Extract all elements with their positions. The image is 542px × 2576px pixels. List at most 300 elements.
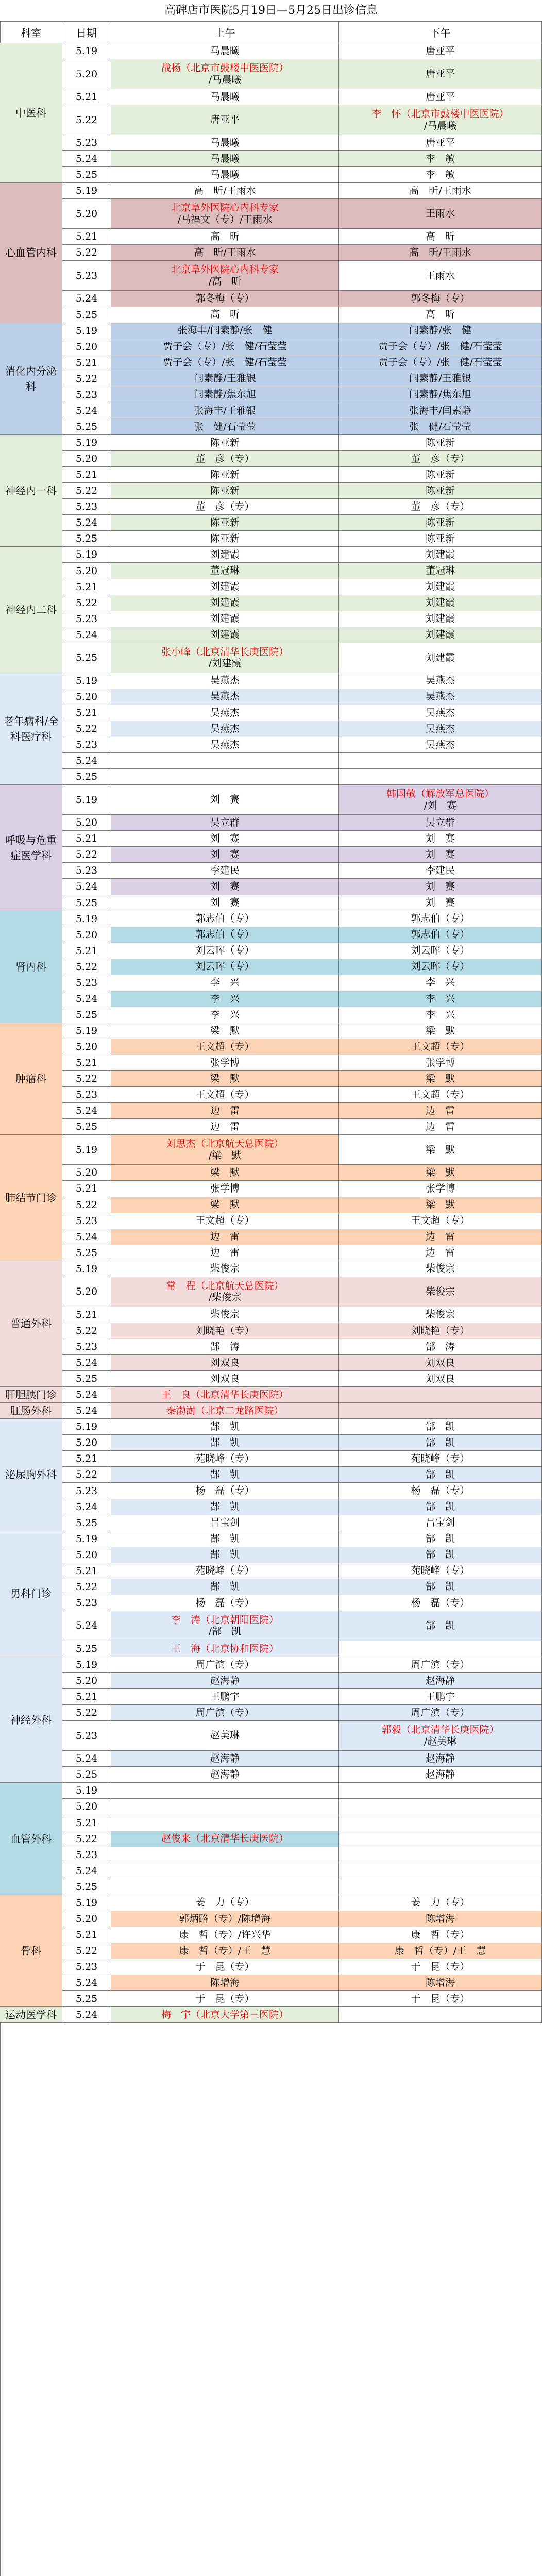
morning-slot[interactable] (111, 1959, 339, 1975)
afternoon-slot[interactable] (339, 975, 542, 991)
morning-slot[interactable] (111, 499, 339, 515)
afternoon-slot[interactable] (339, 1991, 542, 2007)
afternoon-slot[interactable] (339, 1895, 542, 1911)
doctor-name: 马晨曦 (210, 91, 240, 103)
afternoon-slot[interactable] (339, 1799, 542, 1815)
morning-slot[interactable] (111, 959, 339, 975)
afternoon-slot[interactable] (339, 403, 542, 419)
morning-slot[interactable] (111, 1991, 339, 2007)
afternoon-slot[interactable] (339, 1959, 542, 1975)
afternoon-slot[interactable] (339, 245, 542, 261)
afternoon-slot[interactable] (339, 1911, 542, 1927)
afternoon-slot[interactable] (339, 1403, 542, 1419)
morning-slot[interactable] (111, 1371, 339, 1387)
afternoon-slot[interactable] (339, 1751, 542, 1767)
morning-slot[interactable] (111, 151, 339, 167)
morning-slot[interactable] (111, 785, 339, 815)
afternoon-slot[interactable] (339, 895, 542, 911)
afternoon-slot[interactable] (339, 1323, 542, 1339)
afternoon-slot[interactable] (339, 167, 542, 183)
doctor-name: 刘双良 (210, 1357, 240, 1368)
morning-slot[interactable] (111, 879, 339, 895)
morning-slot[interactable] (111, 643, 339, 673)
afternoon-slot[interactable] (339, 59, 542, 89)
morning-slot[interactable] (111, 1277, 339, 1307)
doctor-name: 边 雷 (425, 1120, 455, 1132)
morning-slot[interactable] (111, 59, 339, 89)
afternoon-slot[interactable] (339, 737, 542, 753)
morning-slot[interactable] (111, 611, 339, 627)
morning-slot[interactable] (111, 183, 339, 199)
doctor-name: 郜 凯 (425, 1533, 455, 1545)
morning-slot[interactable] (111, 1467, 339, 1483)
morning-slot[interactable] (111, 323, 339, 339)
afternoon-slot[interactable] (339, 673, 542, 689)
morning-slot[interactable] (111, 847, 339, 863)
afternoon-slot[interactable] (339, 879, 542, 895)
afternoon-slot[interactable] (339, 815, 542, 831)
afternoon-slot[interactable] (339, 1705, 542, 1721)
afternoon-slot[interactable] (339, 199, 542, 229)
morning-slot[interactable] (111, 721, 339, 737)
morning-slot[interactable] (111, 1387, 339, 1403)
afternoon-slot[interactable] (339, 1229, 542, 1245)
doctor-name: 李建民 (425, 865, 455, 877)
morning-slot[interactable] (111, 579, 339, 595)
morning-slot[interactable] (111, 927, 339, 943)
afternoon-slot[interactable] (339, 785, 542, 815)
morning-slot[interactable] (111, 135, 339, 151)
doctor-name: 郜 凯 (210, 1533, 240, 1545)
doctor-name: 陈亚新 (425, 469, 455, 480)
afternoon-slot[interactable] (339, 2007, 542, 2023)
morning-slot[interactable] (111, 1307, 339, 1323)
afternoon-slot[interactable] (339, 1975, 542, 1991)
morning-slot[interactable] (111, 1975, 339, 1991)
doctor-name: 刘 赛 (210, 881, 240, 893)
morning-slot[interactable] (111, 1831, 339, 1847)
afternoon-slot[interactable] (339, 579, 542, 595)
morning-slot[interactable] (111, 1229, 339, 1245)
doctor-name: 边 雷 (425, 1231, 455, 1243)
afternoon-slot[interactable] (339, 705, 542, 721)
morning-slot[interactable] (111, 1039, 339, 1055)
doctor-name: 李 兴 (210, 1009, 240, 1021)
afternoon-slot[interactable] (339, 927, 542, 943)
morning-slot[interactable] (111, 1515, 339, 1531)
afternoon-slot[interactable] (339, 323, 542, 339)
doctor-name: 陈亚新 (210, 516, 240, 528)
morning-slot[interactable] (111, 1863, 339, 1879)
morning-slot[interactable] (111, 451, 339, 467)
afternoon-slot[interactable] (339, 1371, 542, 1387)
morning-slot[interactable] (111, 547, 339, 563)
morning-slot[interactable] (111, 419, 339, 435)
doctor-name: 李 兴 (425, 977, 455, 989)
morning-slot[interactable] (111, 563, 339, 579)
morning-slot[interactable] (111, 1245, 339, 1261)
doctor-name: 郭炳路（专）/陈增海 (179, 1913, 271, 1925)
afternoon-slot[interactable] (339, 1039, 542, 1055)
date-cell: 5.21 (62, 1451, 111, 1467)
date-cell: 5.19 (62, 1419, 111, 1435)
afternoon-slot[interactable] (339, 627, 542, 643)
date-cell: 5.22 (62, 1071, 111, 1087)
department-name: 泌尿胸外科 (5, 1468, 57, 1481)
afternoon-slot[interactable] (339, 1847, 542, 1863)
afternoon-slot[interactable] (339, 1641, 542, 1657)
morning-slot[interactable] (111, 689, 339, 705)
date-cell: 5.22 (62, 1323, 111, 1339)
afternoon-slot[interactable] (339, 531, 542, 547)
doctor-name: 苑晓峰（专） (195, 1565, 255, 1577)
department-zhongliu (0, 1023, 62, 1135)
doctor-name: 张海丰/闫素静 (409, 405, 471, 416)
afternoon-slot[interactable] (339, 1087, 542, 1103)
department-name: 老年病科/全科医疗科 (3, 715, 59, 743)
afternoon-slot[interactable] (339, 1119, 542, 1135)
morning-slot[interactable] (111, 339, 339, 355)
morning-slot[interactable] (111, 1197, 339, 1213)
afternoon-slot[interactable] (339, 183, 542, 199)
afternoon-slot[interactable] (339, 911, 542, 927)
morning-slot[interactable] (111, 1783, 339, 1799)
doctor-name: /刘 赛 (424, 799, 457, 811)
morning-slot[interactable] (111, 673, 339, 689)
morning-slot[interactable] (111, 1213, 339, 1229)
doctor-name: 王文超（专） (411, 1041, 470, 1052)
afternoon-slot[interactable] (339, 1355, 542, 1371)
doctor-name: 唐亚平 (425, 68, 455, 80)
morning-slot[interactable] (111, 1705, 339, 1721)
morning-slot[interactable] (111, 387, 339, 403)
date-cell: 5.21 (62, 355, 111, 371)
afternoon-slot[interactable] (339, 611, 542, 627)
afternoon-slot[interactable] (339, 1467, 542, 1483)
morning-slot[interactable] (111, 1531, 339, 1547)
doctor-name: 刘 赛 (425, 881, 455, 893)
afternoon-slot[interactable] (339, 595, 542, 611)
doctor-name: 周广滨（专） (411, 1707, 470, 1718)
afternoon-slot[interactable] (339, 499, 542, 515)
morning-slot[interactable] (111, 1181, 339, 1197)
afternoon-slot[interactable] (339, 515, 542, 531)
doctor-name: 李建民 (210, 865, 240, 877)
date-cell: 5.22 (62, 371, 111, 387)
visiting-expert-name: 战杨（北京市鼓楼中医医院） (161, 62, 289, 74)
morning-slot[interactable] (111, 815, 339, 831)
morning-slot[interactable] (111, 1751, 339, 1767)
morning-slot[interactable] (111, 467, 339, 483)
morning-slot[interactable] (111, 1451, 339, 1467)
header-date: 日期 (62, 21, 111, 43)
morning-slot[interactable] (111, 1419, 339, 1435)
afternoon-slot[interactable] (339, 1515, 542, 1531)
morning-slot[interactable] (111, 1673, 339, 1689)
afternoon-slot[interactable] (339, 1673, 542, 1689)
doctor-name: 张 健/石莹莹 (194, 421, 256, 432)
afternoon-slot[interactable] (339, 451, 542, 467)
afternoon-slot[interactable] (339, 229, 542, 245)
afternoon-slot[interactable] (339, 847, 542, 863)
afternoon-slot[interactable] (339, 387, 542, 403)
morning-slot[interactable] (111, 627, 339, 643)
afternoon-slot[interactable] (339, 689, 542, 705)
morning-slot[interactable] (111, 1023, 339, 1039)
date-cell: 5.22 (62, 959, 111, 975)
afternoon-slot[interactable] (339, 291, 542, 307)
afternoon-slot[interactable] (339, 1783, 542, 1799)
morning-slot[interactable] (111, 1815, 339, 1831)
date-cell: 5.19 (62, 1657, 111, 1673)
morning-slot[interactable] (111, 167, 339, 183)
afternoon-slot[interactable] (339, 1277, 542, 1307)
afternoon-slot[interactable] (339, 105, 542, 135)
afternoon-slot[interactable] (339, 1387, 542, 1403)
afternoon-slot[interactable] (339, 1611, 542, 1641)
date-cell: 5.25 (62, 1879, 111, 1895)
morning-slot[interactable] (111, 1579, 339, 1595)
morning-slot[interactable] (111, 355, 339, 371)
morning-slot[interactable] (111, 245, 339, 261)
morning-slot[interactable] (111, 371, 339, 387)
morning-slot[interactable] (111, 1595, 339, 1611)
date-cell: 5.23 (62, 387, 111, 403)
morning-slot[interactable] (111, 737, 339, 753)
afternoon-slot[interactable] (339, 1547, 542, 1563)
morning-slot[interactable] (111, 1007, 339, 1023)
morning-slot[interactable] (111, 1435, 339, 1451)
department-name: 肿瘤科 (15, 1073, 46, 1085)
afternoon-slot[interactable] (339, 1563, 542, 1579)
afternoon-slot[interactable] (339, 1831, 542, 1847)
afternoon-slot[interactable] (339, 643, 542, 673)
afternoon-slot[interactable] (339, 43, 542, 59)
morning-slot[interactable] (111, 1943, 339, 1959)
afternoon-slot[interactable] (339, 1815, 542, 1831)
doctor-name: 郜 凯 (210, 1549, 240, 1561)
afternoon-slot[interactable] (339, 435, 542, 451)
afternoon-slot[interactable] (339, 1579, 542, 1595)
afternoon-slot[interactable] (339, 1165, 542, 1181)
morning-slot[interactable] (111, 261, 339, 291)
morning-slot[interactable] (111, 975, 339, 991)
morning-slot[interactable] (111, 1071, 339, 1087)
afternoon-slot[interactable] (339, 1071, 542, 1087)
doctor-name: 柴俊宗 (425, 1285, 455, 1297)
afternoon-slot[interactable] (339, 1007, 542, 1023)
morning-slot[interactable] (111, 1355, 339, 1371)
afternoon-slot[interactable] (339, 721, 542, 737)
afternoon-slot[interactable] (339, 1197, 542, 1213)
morning-slot[interactable] (111, 895, 339, 911)
morning-slot[interactable] (111, 89, 339, 105)
afternoon-slot[interactable] (339, 1245, 542, 1261)
afternoon-slot[interactable] (339, 135, 542, 151)
doctor-name: 吴燕杰 (210, 739, 240, 750)
doctor-name: 刘云晖（专） (411, 945, 470, 957)
afternoon-slot[interactable] (339, 1879, 542, 1895)
afternoon-slot[interactable] (339, 959, 542, 975)
morning-slot[interactable] (111, 291, 339, 307)
morning-slot[interactable] (111, 1799, 339, 1815)
morning-slot[interactable] (111, 1403, 339, 1419)
morning-slot[interactable] (111, 1911, 339, 1927)
morning-slot[interactable] (111, 105, 339, 135)
morning-slot[interactable] (111, 1483, 339, 1499)
morning-slot[interactable] (111, 1135, 339, 1165)
morning-slot[interactable] (111, 43, 339, 59)
afternoon-slot[interactable] (339, 831, 542, 847)
morning-slot[interactable] (111, 831, 339, 847)
morning-slot[interactable] (111, 1895, 339, 1911)
date-cell: 5.19 (62, 43, 111, 59)
morning-slot[interactable] (111, 1657, 339, 1673)
doctor-name: 郜 凯 (425, 1581, 455, 1593)
morning-slot[interactable] (111, 1165, 339, 1181)
morning-slot[interactable] (111, 1087, 339, 1103)
morning-slot[interactable] (111, 1119, 339, 1135)
morning-slot[interactable] (111, 229, 339, 245)
doctor-name: 唐亚平 (425, 45, 455, 57)
morning-slot[interactable] (111, 2007, 339, 2023)
afternoon-slot[interactable] (339, 419, 542, 435)
morning-slot[interactable] (111, 1103, 339, 1119)
date-cell: 5.24 (62, 1403, 111, 1419)
afternoon-slot[interactable] (339, 991, 542, 1007)
doctor-name: 闫素静/焦东旭 (409, 389, 471, 400)
afternoon-slot[interactable] (339, 1927, 542, 1943)
afternoon-slot[interactable] (339, 1767, 542, 1783)
doctor-name: 梁 默 (210, 1073, 240, 1084)
afternoon-slot[interactable] (339, 863, 542, 879)
doctor-name: 陈亚新 (425, 484, 455, 496)
morning-slot[interactable] (111, 1689, 339, 1705)
afternoon-slot[interactable] (339, 1261, 542, 1277)
afternoon-slot[interactable] (339, 1135, 542, 1165)
visiting-expert-name: 王 海（北京协和医院） (171, 1643, 279, 1654)
morning-slot[interactable] (111, 1547, 339, 1563)
doctor-name: 梁 默 (425, 1073, 455, 1084)
morning-slot[interactable] (111, 1563, 339, 1579)
date-cell: 5.24 (62, 1499, 111, 1515)
afternoon-slot[interactable] (339, 1339, 542, 1355)
morning-slot[interactable] (111, 515, 339, 531)
afternoon-slot[interactable] (339, 483, 542, 499)
morning-slot[interactable] (111, 1879, 339, 1895)
afternoon-slot[interactable] (339, 339, 542, 355)
morning-slot[interactable] (111, 1339, 339, 1355)
afternoon-slot[interactable] (339, 467, 542, 483)
afternoon-slot[interactable] (339, 371, 542, 387)
doctor-name: 郜 凯 (210, 1469, 240, 1481)
doctor-name: 董冠琳 (425, 565, 455, 577)
afternoon-slot[interactable] (339, 1451, 542, 1467)
morning-slot[interactable] (111, 753, 339, 769)
morning-slot[interactable] (111, 911, 339, 927)
afternoon-slot[interactable] (339, 547, 542, 563)
afternoon-slot[interactable] (339, 1307, 542, 1323)
afternoon-slot[interactable] (339, 1483, 542, 1499)
department-xinxue (0, 183, 62, 323)
afternoon-slot[interactable] (339, 1103, 542, 1119)
doctor-name: 陈亚新 (425, 533, 455, 544)
date-cell: 5.25 (62, 1245, 111, 1261)
afternoon-slot[interactable] (339, 563, 542, 579)
morning-slot[interactable] (111, 1499, 339, 1515)
morning-slot[interactable] (111, 1721, 339, 1751)
department-name: 肺结节门诊 (5, 1192, 57, 1205)
afternoon-slot[interactable] (339, 89, 542, 105)
afternoon-slot[interactable] (339, 1499, 542, 1515)
morning-slot[interactable] (111, 483, 339, 499)
morning-slot[interactable] (111, 1927, 339, 1943)
morning-slot[interactable] (111, 1055, 339, 1071)
afternoon-slot[interactable] (339, 943, 542, 959)
afternoon-slot[interactable] (339, 1657, 542, 1673)
afternoon-slot[interactable] (339, 1023, 542, 1039)
morning-slot[interactable] (111, 595, 339, 611)
department-huxi (0, 785, 62, 911)
afternoon-slot[interactable] (339, 1721, 542, 1751)
morning-slot[interactable] (111, 307, 339, 323)
department-gangchang (0, 1403, 62, 1419)
date-cell: 5.22 (62, 483, 111, 499)
morning-slot[interactable] (111, 1847, 339, 1863)
morning-slot[interactable] (111, 403, 339, 419)
afternoon-slot[interactable] (339, 753, 542, 769)
afternoon-slot[interactable] (339, 355, 542, 371)
morning-slot[interactable] (111, 1611, 339, 1641)
morning-slot[interactable] (111, 1767, 339, 1783)
date-cell: 5.25 (62, 895, 111, 911)
morning-slot[interactable] (111, 943, 339, 959)
morning-slot[interactable] (111, 769, 339, 785)
doctor-name: 闫素静/王雅银 (194, 373, 256, 384)
morning-slot[interactable] (111, 531, 339, 547)
morning-slot[interactable] (111, 863, 339, 879)
afternoon-slot[interactable] (339, 307, 542, 323)
afternoon-slot[interactable] (339, 1943, 542, 1959)
morning-slot[interactable] (111, 991, 339, 1007)
afternoon-slot[interactable] (339, 261, 542, 291)
afternoon-slot[interactable] (339, 1181, 542, 1197)
afternoon-slot[interactable] (339, 1419, 542, 1435)
visiting-expert-name: 张小峰（北京清华长庚医院） (161, 646, 289, 658)
morning-slot[interactable] (111, 705, 339, 721)
afternoon-slot[interactable] (339, 1435, 542, 1451)
afternoon-slot[interactable] (339, 769, 542, 785)
visiting-expert-name: 常 程（北京航天总医院） (166, 1280, 284, 1292)
doctor-name: 高 昕/王雨水 (194, 247, 256, 259)
afternoon-slot[interactable] (339, 1863, 542, 1879)
doctor-name: 赵海静 (425, 1752, 455, 1764)
afternoon-slot[interactable] (339, 1055, 542, 1071)
morning-slot[interactable] (111, 1261, 339, 1277)
afternoon-slot[interactable] (339, 1531, 542, 1547)
afternoon-slot[interactable] (339, 1213, 542, 1229)
date-cell: 5.22 (62, 1197, 111, 1213)
afternoon-slot[interactable] (339, 1595, 542, 1611)
morning-slot[interactable] (111, 1323, 339, 1339)
visiting-expert-name: 北京阜外医院心内科专家 (171, 202, 279, 214)
doctor-name: 赵海静 (425, 1675, 455, 1686)
morning-slot[interactable] (111, 1641, 339, 1657)
morning-slot[interactable] (111, 199, 339, 229)
morning-slot[interactable] (111, 435, 339, 451)
afternoon-slot[interactable] (339, 1689, 542, 1705)
afternoon-slot[interactable] (339, 151, 542, 167)
